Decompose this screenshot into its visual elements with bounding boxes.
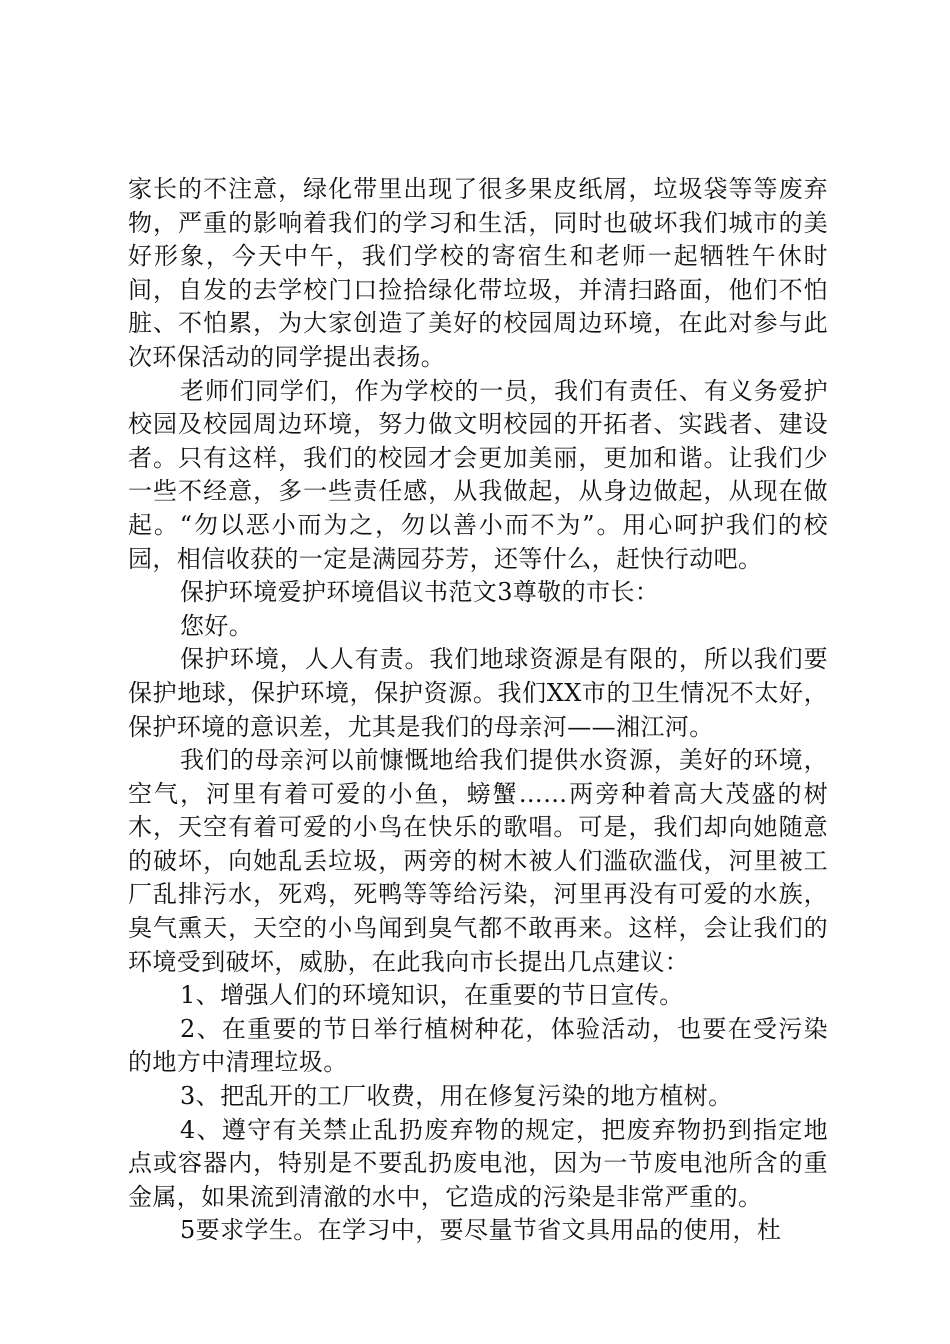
document-page <box>128 173 828 1248</box>
paragraph-suggestion-1: 1、增强人们的环境知识，在重要的节日宣传。 <box>180 981 684 1010</box>
paragraph-suggestion-4: 4、遵守有关禁止乱扔废弃物的规定，把废弃物扔到指定地点或容器内，特别是不要乱扔废电池，因为一节废电池所含的重金属，如果流到清澈的水中，它造成的污染是非常严重的。 <box>128 1115 828 1211</box>
paragraph-greeting: 您好。 <box>180 611 254 640</box>
paragraph-call-to-protect-campus: 老师们同学们，作为学校的一员，我们有责任、有义务爱护校园及校园周边环境，努力做文明校园的开拓者、实践者、建设者。只有这样，我们的校园才会更加美丽，更加和谐。让我们少一些不经意，多一些责任感，从我做起，从身边做起，从现在做起。“勿以恶小而为之，勿以善小而不为”。用心呵护我们的校园，相信收获的一定是满园芬芳，还等什么，赶快行动吧。 <box>128 376 828 573</box>
paragraph-litter-report: 家长的不注意，绿化带里出现了很多果皮纸屑，垃圾袋等等废弃物，严重的影响着我们的学习和生活，同时也破坏我们城市的美好形象，今天中午，我们学校的寄宿生和老师一起牺牲午休时间，自发的去学校门口捡拾绿化带垃圾，并清扫路面，他们不怕脏、不怕累，为大家创造了美好的校园周边环境，在此对参与此次环保活动的同学提出表扬。 <box>128 175 828 371</box>
paragraph-suggestion-3: 3、把乱开的工厂收费，用在修复污染的地方植树。 <box>180 1082 733 1111</box>
paragraph-suggestion-2: 2、在重要的节日举行植树种花，体验活动，也要在受污染的地方中清理垃圾。 <box>128 1014 828 1077</box>
paragraph-letter-heading: 保护环境爱护环境倡议书范文3尊敬的市长： <box>180 578 660 607</box>
paragraph-environment-responsibility: 保护环境，人人有责。我们地球资源是有限的，所以我们要保护地球，保护环境，保护资源。我们XX市的卫生情况不太好，保护环境的意识差，尤其是我们的母亲河——湘江河。 <box>128 645 828 741</box>
paragraph-suggestion-5: 5要求学生。在学习中，要尽量节省文具用品的使用，杜 <box>180 1216 782 1245</box>
paragraph-mother-river: 我们的母亲河以前慷慨地给我们提供水资源，美好的环境，空气，河里有着可爱的小鱼，螃蟹……两旁种着高大茂盛的树木，天空有着可爱的小鸟在快乐的歌唱。可是，我们却向她随意的破坏，向她乱丢垃圾，两旁的树木被人们滥砍滥伐，河里被工厂乱排污水，死鸡，死鸭等等给污染，河里再没有可爱的水族，臭气熏天，天空的小鸟闻到臭气都不敢再来。这样，会让我们的环境受到破坏，威胁，在此我向市长提出几点建议： <box>128 746 828 976</box>
